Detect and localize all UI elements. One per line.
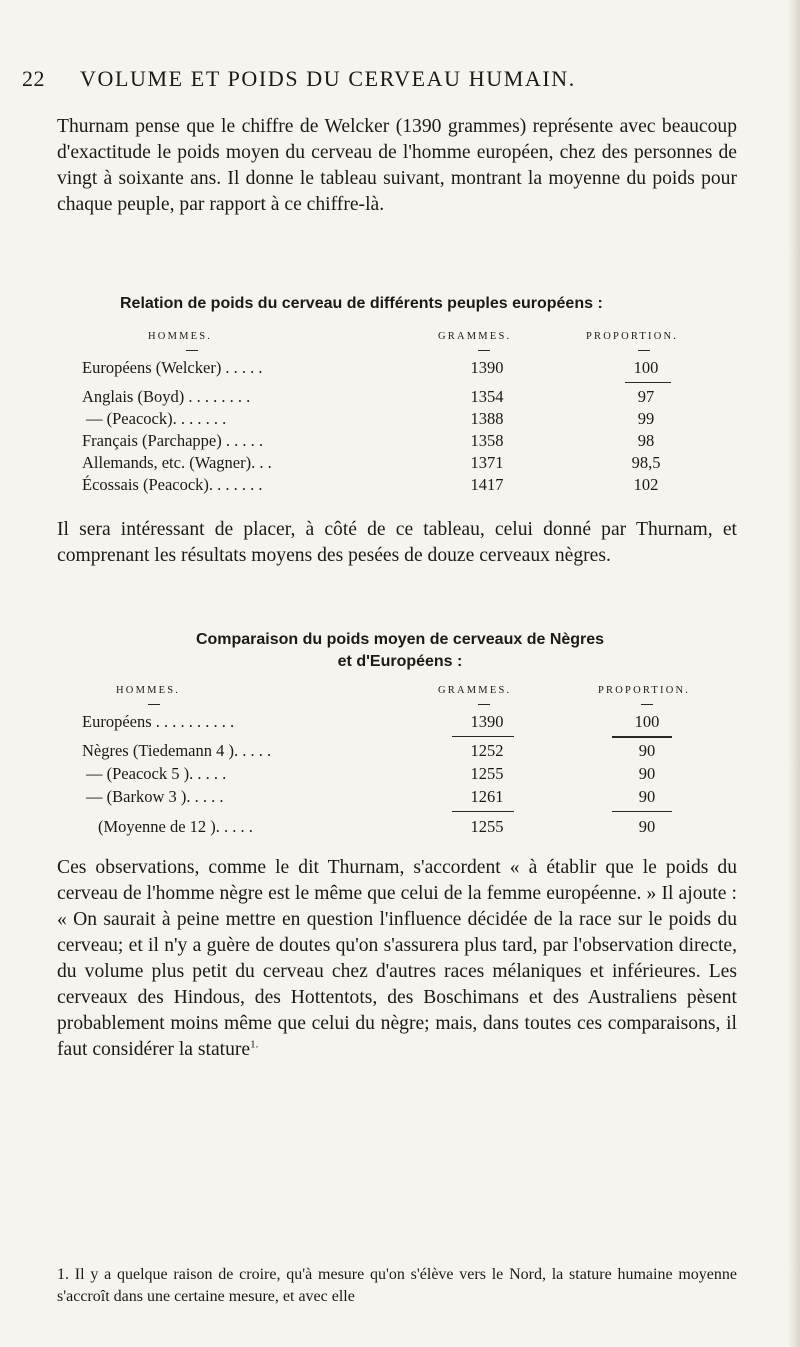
row-proportion: 97 (637, 387, 655, 406)
row-label: Français (Parchappe) . . . . . (82, 431, 263, 450)
table1-rule (625, 382, 671, 383)
row-proportion: 99 (637, 409, 655, 428)
row-grams: 1261 (470, 787, 504, 806)
row-label: (Moyenne de 12 ). . . . . (98, 817, 253, 836)
page-edge (788, 0, 800, 1347)
row-grams: 1390 (470, 358, 504, 377)
row-proportion: 100 (633, 358, 659, 377)
row-proportion: 98,5 (631, 453, 661, 472)
row-grams: 1255 (470, 764, 504, 783)
table-row (0, 453, 800, 473)
running-head-title: VOLUME ET POIDS DU CERVEAU HUMAIN. (80, 66, 576, 91)
row-grams: 1354 (470, 387, 504, 406)
table-row (0, 387, 800, 407)
table1-dash-1 (186, 350, 198, 351)
table1-dash-3 (638, 350, 650, 351)
table2-dash-3 (641, 704, 653, 705)
row-grams: 1358 (470, 431, 504, 450)
running-header (22, 66, 742, 100)
row-label: — (Peacock). . . . . . . (86, 409, 227, 428)
table1-header-grammes: GRAMMES. (438, 331, 512, 342)
row-proportion: 90 (638, 741, 656, 760)
table-row (0, 741, 800, 761)
footnote: 1. Il y a quelque raison de croire, qu'à mesure qu'on s'élève vers le Nord, la stature humaine moyenne s'accroît dans une certaine mesure, et avec elle (57, 1266, 737, 1305)
table1-header-hommes: HOMMES. (148, 331, 213, 342)
table-row (0, 358, 800, 378)
table2-dash-1 (148, 704, 160, 705)
table-row (0, 409, 800, 429)
row-grams: 1390 (470, 712, 504, 731)
row-grams: 1388 (470, 409, 504, 428)
table-row (0, 712, 800, 732)
row-label: Européens . . . . . . . . . . (82, 712, 235, 731)
row-grams: 1371 (470, 453, 504, 472)
table2-header-grammes: GRAMMES. (438, 685, 512, 696)
table-row (0, 431, 800, 451)
table-row (0, 787, 800, 807)
table2-rule-grams (452, 736, 514, 737)
table2-rule-proportion (612, 736, 672, 738)
row-grams: 1417 (470, 475, 504, 494)
row-label: Allemands, etc. (Wagner). . . (82, 453, 272, 472)
row-proportion: 102 (633, 475, 659, 494)
row-proportion: 90 (638, 817, 656, 836)
row-grams: 1252 (470, 741, 504, 760)
row-label: Écossais (Peacock). . . . . . . (82, 475, 263, 494)
row-proportion: 90 (638, 764, 656, 783)
table2-rule-proportion-2 (612, 811, 672, 812)
paragraph-observations (57, 855, 737, 1063)
row-label: Nègres (Tiedemann 4 ). . . . . (82, 741, 272, 760)
row-label: Européens (Welcker) . . . . . (82, 358, 263, 377)
table-row (0, 764, 800, 784)
table2-header-hommes: HOMMES. (116, 685, 181, 696)
table-row (0, 817, 800, 837)
table2-rule-grams-2 (452, 811, 514, 812)
table2-dash-2 (478, 704, 490, 705)
row-label: Anglais (Boyd) . . . . . . . . (82, 387, 251, 406)
row-proportion: 90 (638, 787, 656, 806)
table2-caption-line2: et d'Européens : (337, 653, 463, 670)
table1-header-proportion: PROPORTION. (586, 331, 679, 342)
paragraph-transition: Il sera intéressant de placer, à côté de ce tableau, celui donné par Thurnam, et comprenant les résultats moyens des pesées de douze cerveaux nègres. (57, 519, 737, 566)
table1-caption: Relation de poids du cerveau de différents peuples européens : (120, 295, 603, 312)
table2-header-proportion: PROPORTION. (598, 685, 691, 696)
row-proportion: 100 (634, 712, 660, 731)
table1-dash-2 (478, 350, 490, 351)
table2-caption-line1: Comparaison du poids moyen de cerveaux de Nègres (195, 631, 605, 648)
row-label: — (Barkow 3 ). . . . . (86, 787, 224, 806)
row-proportion: 98 (637, 431, 655, 450)
row-grams: 1255 (470, 817, 504, 836)
row-label: — (Peacock 5 ). . . . . (86, 764, 227, 783)
table-row (0, 475, 800, 495)
page-number: 22 (22, 66, 45, 91)
paragraph-observations-text: Ces observations, comme le dit Thurnam, s'accordent « à établir que le poids du cerveau de l'homme nègre est le même que celui de la femme européenne. » Il ajoute : « On saurait à peine mettre en question l'influence décidée de la race sur le poids du cerveau; et il n'y a guère de doutes qu'on s'assurera plus tard, par l'observation directe, du volume plus petit du cerveau chez d'autres races mélaniques et inférieures. Les cerveaux des Hindous, des Hottentots, des Boschimans et des Australiens pèsent probablement moins même que celui du nègre; mais, dans toutes ces comparaisons, il faut considérer la stature (57, 857, 737, 1060)
footnote-ref: 1. (250, 1038, 259, 1051)
paragraph-intro: Thurnam pense que le chiffre de Welcker (1390 grammes) représente avec beaucoup d'exactitude le poids moyen du cerveau de l'homme européen, chez des personnes de vingt à soixante ans. Il donne le tableau suivant, montrant la moyenne du poids pour chaque peuple, par rapport à ce chiffre-là. (57, 116, 737, 215)
